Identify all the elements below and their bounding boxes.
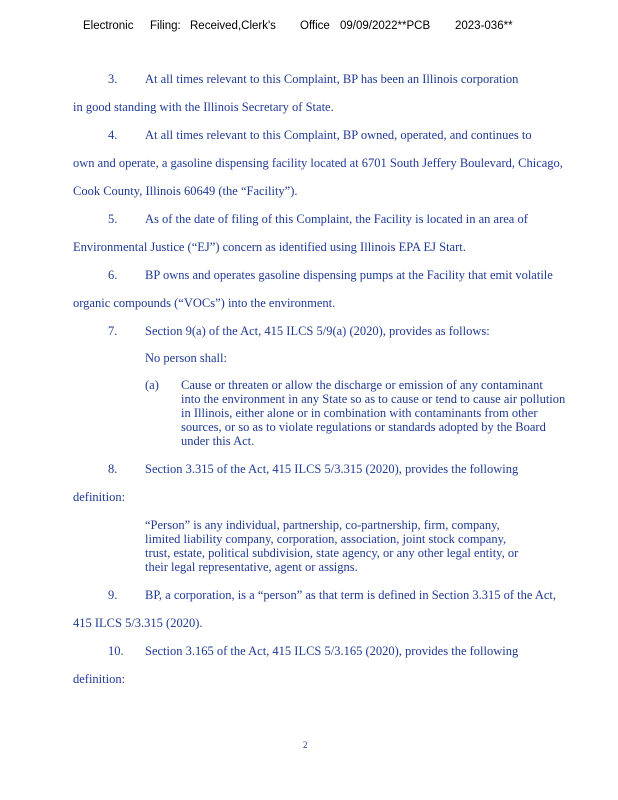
paragraph-line: definition: [73,490,126,504]
quote-line: limited liability company, corporation, association, joint stock company, [145,532,507,546]
paragraph-line: BP owns and operates gasoline dispensing pumps at the Facility that emit volatile [145,268,553,282]
paragraph-line: As of the date of filing of this Complaint, the Facility is located in an area of [145,212,528,226]
quote-line: trust, estate, political subdivision, state agency, or any other legal entity, or [145,546,519,560]
paragraph-line: Section 3.165 of the Act, 415 ILCS 5/3.165 (2020), provides the following [145,644,519,658]
paragraph-number: 4. [108,128,118,142]
header-date-pcb: 09/09/2022**PCB [340,20,431,32]
paragraph-line: BP, a corporation, is a “person” as that term is defined in Section 3.315 of the Act, [145,588,557,602]
quote-line: Cause or threaten or allow the discharge or emission of any contaminant [181,378,543,392]
header-case-number: 2023-036** [455,20,513,32]
paragraph-number: 6. [108,268,118,282]
quote-line: in Illinois, either alone or in combination with contaminants from other [181,406,538,420]
paragraph-line: Environmental Justice (“EJ”) concern as identified using Illinois EPA EJ Start. [73,240,466,254]
paragraph-line: own and operate, a gasoline dispensing facility located at 6701 South Jeffery Boulevard, Chicago, [73,156,563,170]
quote-line: sources, or so as to violate regulations or standards adopted by the Board [181,420,546,434]
paragraph-number: 7. [108,324,118,338]
paragraph-number: 3. [108,72,118,86]
header-office: Office [300,20,330,32]
paragraph-number: 10. [108,644,124,658]
paragraph-line: Section 3.315 of the Act, 415 ILCS 5/3.315 (2020), provides the following [145,462,519,476]
paragraph-line: definition: [73,672,126,686]
paragraph-line: At all times relevant to this Complaint, BP has been an Illinois corporation [145,72,519,86]
page-number: 2 [303,740,308,750]
header-received: Received,Clerk's [190,20,276,32]
header-filing: Filing: [150,20,181,32]
paragraph-line: organic compounds (“VOCs”) into the environment. [73,296,336,310]
quote-line: their legal representative, agent or assigns. [145,560,358,574]
quote-line: under this Act. [181,434,255,448]
paragraph-line: Section 9(a) of the Act, 415 ILCS 5/9(a) (2020), provides as follows: [145,324,490,338]
header-electronic: Electronic [83,20,134,32]
quote-item-label: (a) [145,378,159,392]
paragraph-line: 415 ILCS 5/3.315 (2020). [73,616,203,630]
block-quote [181,378,565,448]
paragraph-line: in good standing with the Illinois Secretary of State. [73,100,334,114]
quote-line: “Person” is any individual, partnership, co-partnership, firm, company, [145,518,500,532]
block-quote [145,518,518,574]
paragraph-number: 9. [108,588,118,602]
paragraph-line: Cook County, Illinois 60649 (the “Facility”). [73,184,298,198]
quote-intro: No person shall: [145,351,227,365]
quote-line: into the environment in any State so as to cause or tend to cause air pollution [181,392,566,406]
paragraph-line: At all times relevant to this Complaint, BP owned, operated, and continues to [145,128,532,142]
paragraph-number: 8. [108,462,118,476]
paragraph-number: 5. [108,212,118,226]
